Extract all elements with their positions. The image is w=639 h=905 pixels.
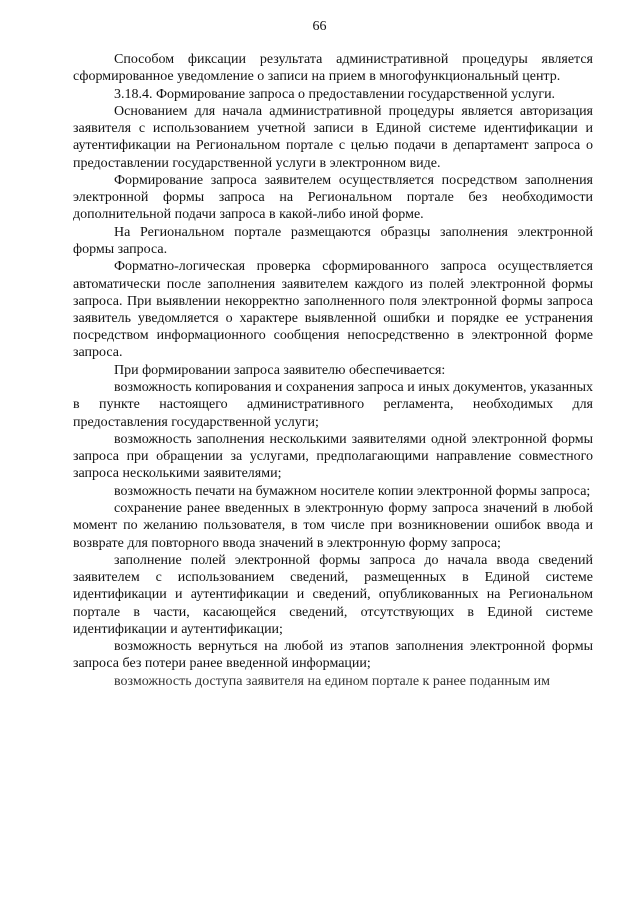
paragraph-basis: Основанием для начала административной процедуры является авторизация заявителя с использованием учетной записи в Единой системе идентификации и аутентификации на Региональном портале с целью подачи в департамент запроса о предоставлении государственной услуги в электронном виде. [73,103,593,171]
list-item-return-to-step: возможность вернуться на любой из этапов заполнения электронной формы запроса без потери ранее введенной информации; [73,639,593,672]
paragraph-section-heading: 3.18.4. Формирование запроса о предоставлении государственной услуги. [114,86,556,102]
paragraph-request-formation: Формирование запроса заявителем осуществляется посредством заполнения электронной формы запроса на Региональном портале без необходимости дополнительной подачи запроса в какой-либо иной форме. [73,172,593,223]
list-item-access-previous: возможность доступа заявителя на едином портале к ранее поданным им [114,673,550,689]
page-number: 66 [312,19,327,34]
paragraph-provided-features: При формировании запроса заявителю обеспечивается: [114,362,446,378]
list-item-autofill: заполнение полей электронной формы запроса до начала ввода сведений заявителем с использованием сведений, размещенных в Единой системе идентификации и аутентификации и сведений, опубликованных на Региональном портале в части, касающейся сведений, отсутствующих в Единой системе идентификации и аутентификации; [73,552,593,637]
document-body [73,51,593,690]
list-item-print: возможность печати на бумажном носителе копии электронной формы запроса; [114,483,591,499]
list-item-multiple-applicants: возможность заполнения несколькими заявителями одной электронной формы запроса при обращении за услугами, предполагающими направление совместного запроса несколькими заявителями; [73,431,593,482]
list-item-save-values: сохранение ранее введенных в электронную форму запроса значений в любой момент по желанию пользователя, в том числе при возникновении ошибок ввода и возврате для повторного ввода значений в электронную форму запроса; [73,501,593,551]
paragraph-format-check: Форматно-логическая проверка сформированного запроса осуществляется автоматически после заполнения заявителем каждого из полей электронной формы запроса. При выявлении некорректно заполненного поля электронной формы запроса заявитель уведомляется о характере выявленной ошибки и порядке ее устранения посредством информационного сообщения непосредственно в электронной форме запроса. [73,259,593,361]
paragraph-samples: На Региональном портале размещаются образцы заполнения электронной формы запроса. [73,224,593,257]
paragraph-result-fixation: Способом фиксации результата административной процедуры является сформированное уведомление о записи на прием в многофункциональный центр. [73,52,593,85]
list-item-copy-save: возможность копирования и сохранения запроса и иных документов, указанных в пункте настоящего административного регламента, необходимых для предоставления государственной услуги; [73,380,593,430]
